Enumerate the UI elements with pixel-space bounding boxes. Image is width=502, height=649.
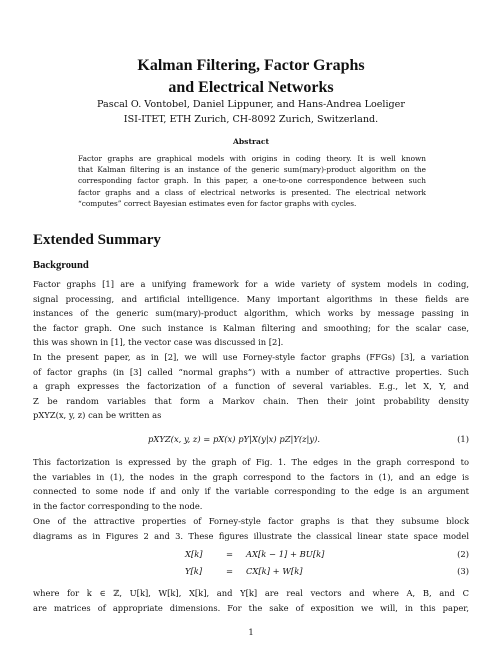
paragraph-5 <box>33 586 469 615</box>
subsection-heading: Background <box>33 260 89 271</box>
equation-2-lhs: X[k] <box>185 549 203 559</box>
body-line: One of the attractive properties of Forney-style factor graphs is that they subsume block <box>33 516 469 526</box>
equation-2-equals: = <box>226 549 234 559</box>
authors: Pascal O. Vontobel, Daniel Lippuner, and Hans-Andrea Loeliger <box>97 99 405 110</box>
body-line: a graph expresses the factorization of a function of several variables. E.g., let X, Y, and <box>33 381 469 392</box>
abstract-line: that Kalman filtering is an instance of the generic sum(mary)-product algorithm on the <box>78 165 426 175</box>
body-line: the variables in (1), the nodes in the graph correspond to the factors in (1), and an edge is <box>33 471 469 482</box>
paragraph-3 <box>33 455 469 513</box>
equation-1-number: (1) <box>457 434 469 444</box>
body-line: In the present paper, as in [2], we will use Forney-style factor graphs (FFGs) [3], a variation <box>33 352 469 362</box>
body-line: diagrams as in Figures 2 and 3. These figures illustrate the classical linear state space model <box>33 530 469 541</box>
paragraph-2 <box>33 350 469 423</box>
abstract-line: factor graphs and a class of electrical networks is presented. The electrical network <box>78 187 426 197</box>
body-line: where for k ∈ ℤ, U[k], W[k], X[k], and Y[k] are real vectors and where A, B, and C <box>33 588 469 598</box>
body-line: this was shown in [1], the vector case was discussed in [2]. <box>33 337 284 348</box>
body-line: This factorization is expressed by the graph of Fig. 1. The edges in the graph correspond to <box>33 457 469 467</box>
paper-title-line-2: and Electrical Networks <box>168 79 334 96</box>
abstract-line: Factor graphs are graphical models with origins in coding theory. It is well known <box>78 154 426 163</box>
equation-1-expression: pXYZ(x, y, z) = pX(x) pY|X(y|x) pZ|Y(z|y). <box>148 434 321 444</box>
abstract-heading: Abstract <box>232 137 270 146</box>
equation-3-rhs: CX[k] + W[k] <box>246 566 303 576</box>
equation-2-rhs: AX[k − 1] + BU[k] <box>246 549 325 559</box>
equation-3-lhs: Y[k] <box>185 566 203 576</box>
body-line: instances of the generic sum(mary)-product algorithm, which works by message passing in <box>33 308 469 319</box>
body-line: the factor graph. One such instance is Kalman filtering and smoothing; for the scalar case, <box>33 322 469 333</box>
body-line: Z be random variables that form a Markov chain. Then their joint probability density <box>33 395 469 406</box>
equation-3-equals: = <box>226 566 234 576</box>
paper-title-line-1: Kalman Filtering, Factor Graphs <box>137 57 365 74</box>
equation-3-number: (3) <box>457 566 469 576</box>
body-line: pXYZ(x, y, z) can be written as <box>33 410 162 421</box>
section-heading: Extended Summary <box>33 232 161 248</box>
body-line: signal processing, and artificial intelligence. Many important algorithms in these fields are <box>33 293 469 304</box>
body-line: connected to some node if and only if the variable corresponding to the edge is an argument <box>33 486 469 497</box>
body-line: Factor graphs [1] are a unifying framework for a wide variety of system models in coding, <box>33 279 469 289</box>
abstract-text <box>78 153 426 209</box>
body-line: are matrices of appropriate dimensions. For the sake of exposition we will, in this paper, <box>33 602 469 613</box>
page-number: 1 <box>248 627 254 637</box>
body-line: of factor graphs (in [3] called “normal graphs”) with a number of attractive properties. Such <box>33 366 469 377</box>
paragraph-1 <box>33 277 469 350</box>
body-line: in the factor corresponding to the node. <box>33 500 203 511</box>
equation-2-number: (2) <box>457 549 469 559</box>
affiliation: ISI-ITET, ETH Zurich, CH-8092 Zurich, Switzerland. <box>123 114 379 125</box>
abstract-line: “computes” correct Bayesian estimates even for factor graphs with cycles. <box>78 198 357 208</box>
paragraph-4 <box>33 514 469 543</box>
abstract-line: corresponding factor graph. In this paper, a one-to-one correspondence between such <box>78 176 426 186</box>
